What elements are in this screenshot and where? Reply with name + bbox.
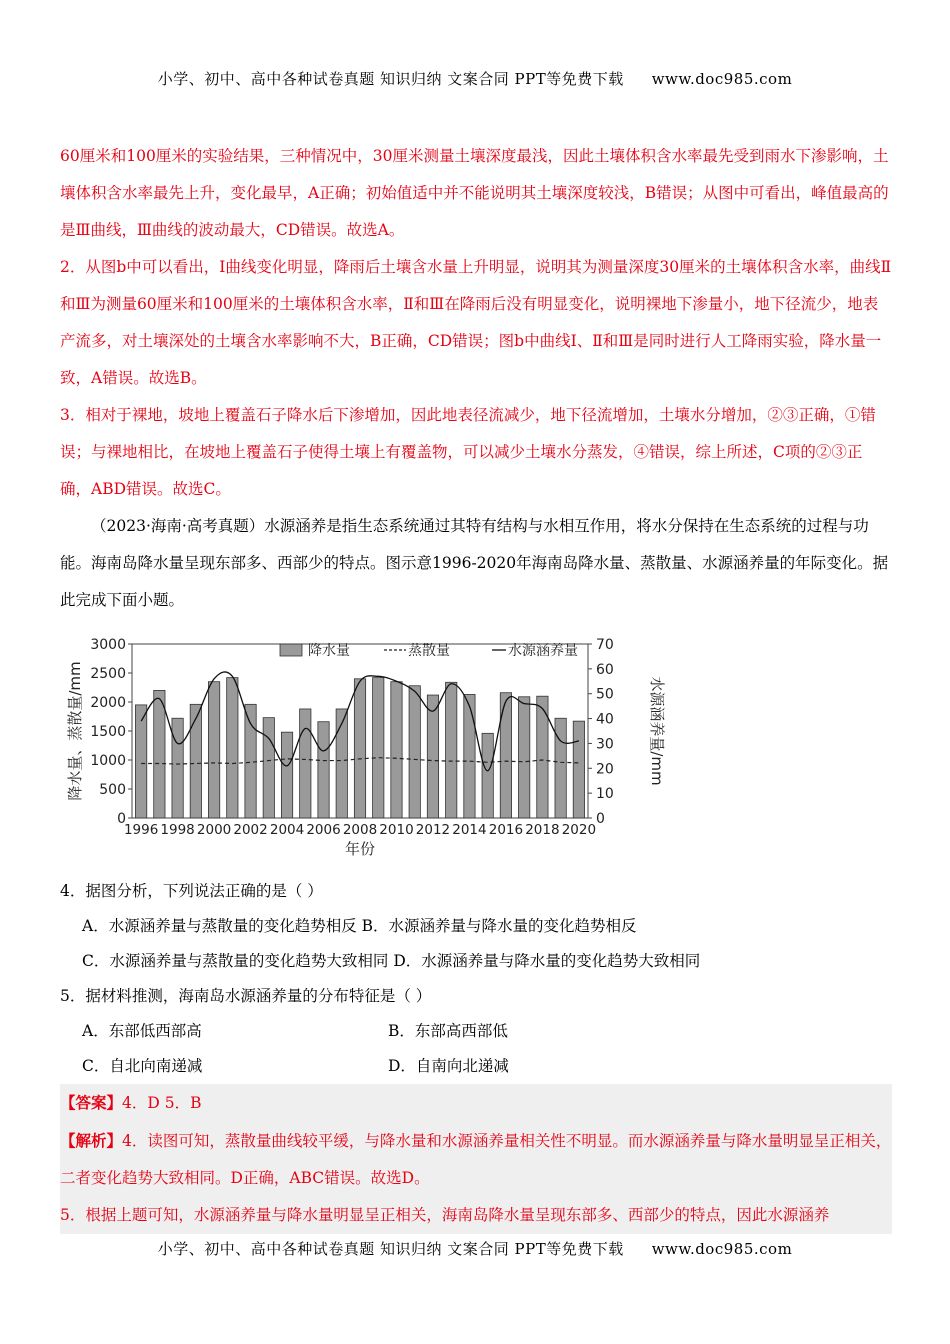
question-5-option-b[interactable]: B．东部高西部低 <box>388 1022 508 1040</box>
y-tick-label: 2000 <box>90 695 126 711</box>
y2-tick-label: 20 <box>596 761 614 778</box>
precip-bar <box>190 704 201 818</box>
precip-bar <box>172 718 183 818</box>
analysis-para-2: 5．根据上题可知，水源涵养量与降水量明显呈正相关，海南岛降水量呈现东部多、西部少的特点，因此水源涵养 <box>60 1197 892 1234</box>
y-tick-label: 3000 <box>90 637 126 653</box>
y2-tick-label: 30 <box>596 736 614 753</box>
precip-bar <box>263 718 274 818</box>
question-4-option-b[interactable]: B．水源涵养量与降水量的变化趋势相反 <box>361 917 637 935</box>
page-content <box>60 138 892 619</box>
precip-bar <box>135 705 146 818</box>
question-4-options-ab <box>82 909 892 944</box>
y-tick-label: 500 <box>99 782 126 798</box>
precip-bar <box>281 732 292 818</box>
legend-water-label: 水源涵养量 <box>508 643 578 659</box>
x-axis-title: 年份 <box>344 840 376 858</box>
questions <box>60 874 892 1234</box>
x-tick-label: 2004 <box>269 822 305 838</box>
x-tick-label: 1998 <box>160 822 195 838</box>
question-5-option-d[interactable]: D．自南向北递减 <box>388 1057 509 1075</box>
prev-analysis-para-1: 60厘米和100厘米的实验结果，三种情况中，30厘米测量土壤深度最浅，因此土壤体积含水率最先受到雨水下渗影响，土壤体积含水率最先上升，变化最早，A正确；初始值适中并不能说明其土壤深度较浅，B错误；从图中可看出，峰值最高的是Ⅲ曲线，Ⅲ曲线的波动最大，CD错误。故选A。 <box>60 147 889 239</box>
precip-bar <box>245 704 256 818</box>
precip-bar <box>555 718 566 818</box>
precip-bar <box>208 682 219 818</box>
y-tick-label: 1000 <box>90 753 126 769</box>
header-url[interactable]: www.doc985.com <box>651 70 793 88</box>
y2-tick-label: 0 <box>596 811 605 827</box>
question-4-option-a[interactable]: A．水源涵养量与蒸散量的变化趋势相反 <box>82 917 357 935</box>
page-header <box>0 68 950 89</box>
precip-bar <box>482 733 493 818</box>
y-axis-title: 降水量、蒸散量/mm <box>66 661 84 801</box>
precip-bar <box>409 686 420 818</box>
precip-bar <box>427 695 438 818</box>
question-4-options-cd <box>82 944 892 979</box>
analysis-label: 【解析】 <box>60 1131 123 1150</box>
x-tick-label: 2008 <box>342 822 378 838</box>
precip-bar <box>354 679 365 818</box>
x-tick-label: 2000 <box>196 822 232 838</box>
question-5-options-ab <box>82 1014 892 1049</box>
question-5-option-a[interactable]: A．东部低西部高 <box>82 1022 202 1040</box>
question-5-stem: 5．据材料推测，海南岛水源涵养量的分布特征是（ ） <box>60 987 432 1005</box>
analysis-para-1 <box>60 1122 892 1197</box>
header-text: 小学、初中、高中各种试卷真题 知识归纳 文案合同 PPT等免费下载 <box>157 70 624 88</box>
x-tick-label: 2020 <box>561 822 597 838</box>
answer-line <box>60 1084 892 1122</box>
question-4-stem: 4．据图分析，下列说法正确的是（ ） <box>60 882 323 900</box>
x-tick-label: 2006 <box>306 822 341 838</box>
footer-url[interactable]: www.doc985.com <box>651 1240 793 1258</box>
y2-tick-label: 60 <box>596 661 614 678</box>
precip-bar <box>227 678 238 818</box>
y-tick-label: 2500 <box>90 666 126 682</box>
footer-text: 小学、初中、高中各种试卷真题 知识归纳 文案合同 PPT等免费下载 <box>157 1240 624 1258</box>
precip-bar <box>446 682 457 818</box>
legend-precip-label: 降水量 <box>308 643 350 659</box>
y2-tick-label: 70 <box>596 637 614 653</box>
chart-svg <box>60 628 670 864</box>
prev-analysis-para-3: 3．相对于裸地，坡地上覆盖石子降水后下渗增加，因此地表径流减少，地下径流增加，土壤水分增加，②③正确，①错误；与裸地相比，在坡地上覆盖石子使得土壤上有覆盖物，可以减少土壤水分蒸发，④错误，综上所述，C项的②③正确，ABD错误。故选C。 <box>60 406 876 498</box>
chart <box>60 628 670 864</box>
question-stem: （2023·海南·高考真题）水源涵养是指生态系统通过其特有结构与水相互作用，将水分保持在生态系统的过程与功能。海南岛降水量呈现东部多、西部少的特点。图示意1996-2020年海南岛降水量、蒸散量、水源涵养量的年际变化。据此完成下面小题。 <box>60 517 889 609</box>
precip-bar <box>500 693 511 818</box>
legend-precip-swatch <box>280 644 302 656</box>
answer-text: 4．D 5．B <box>122 1094 202 1112</box>
precip-bar <box>391 682 402 818</box>
question-5-option-c[interactable]: C．自北向南递减 <box>82 1057 203 1075</box>
precip-bar <box>154 690 165 818</box>
precip-bar <box>464 694 475 818</box>
precip-bar <box>373 678 384 818</box>
x-tick-label: 2002 <box>233 822 268 838</box>
y2-tick-label: 40 <box>596 711 614 728</box>
y2-axis-title: 水源涵养量/mm <box>648 676 666 786</box>
precip-bar <box>336 709 347 818</box>
analysis-text-1: 4．读图可知，蒸散量曲线较平缓，与降水量和水源涵养量相关性不明显。而水源涵养量与降水量明显呈正相关，二者变化趋势大致相同。D正确，ABC错误。故选D。 <box>60 1132 892 1187</box>
y2-tick-label: 10 <box>596 786 614 803</box>
prev-analysis-para-2: 2．从图b中可以看出，I曲线变化明显，降雨后土壤含水量上升明显，说明其为测量深度30厘米的土壤体积含水率，曲线Ⅱ和Ⅲ为测量60厘米和100厘米的土壤体积含水率，Ⅱ和Ⅲ在降雨后没有明显变化，说明裸地下渗量小，地下径流少，地表产流多，对土壤深处的土壤含水率影响不大，B正确，CD错误；图b中曲线I、Ⅱ和Ⅲ是同时进行人工降雨实验，降水量一致，A错误。故选B。 <box>60 258 892 387</box>
precip-bar <box>519 697 530 818</box>
x-tick-label: 2010 <box>379 822 414 838</box>
precip-bar <box>573 721 584 818</box>
precip-bar <box>318 722 329 818</box>
y-tick-label: 1500 <box>90 724 126 740</box>
page-footer <box>0 1238 950 1259</box>
answer-label: 【答案】 <box>60 1093 123 1112</box>
x-tick-label: 2012 <box>415 822 451 838</box>
x-tick-label: 2014 <box>452 822 487 838</box>
x-tick-label: 2018 <box>525 822 560 838</box>
y2-tick-label: 50 <box>596 686 614 703</box>
y-tick-label: 0 <box>117 811 126 827</box>
question-4-option-d[interactable]: D．水源涵养量与降水量的变化趋势大致相同 <box>393 952 701 970</box>
x-tick-label: 2016 <box>488 822 524 838</box>
x-tick-label: 1996 <box>123 822 159 838</box>
question-4-option-c[interactable]: C．水源涵养量与蒸散量的变化趋势大致相同 <box>82 952 389 970</box>
question-5-options-cd <box>82 1049 892 1084</box>
precip-bar <box>300 709 311 818</box>
legend-evap-label: 蒸散量 <box>408 643 450 659</box>
